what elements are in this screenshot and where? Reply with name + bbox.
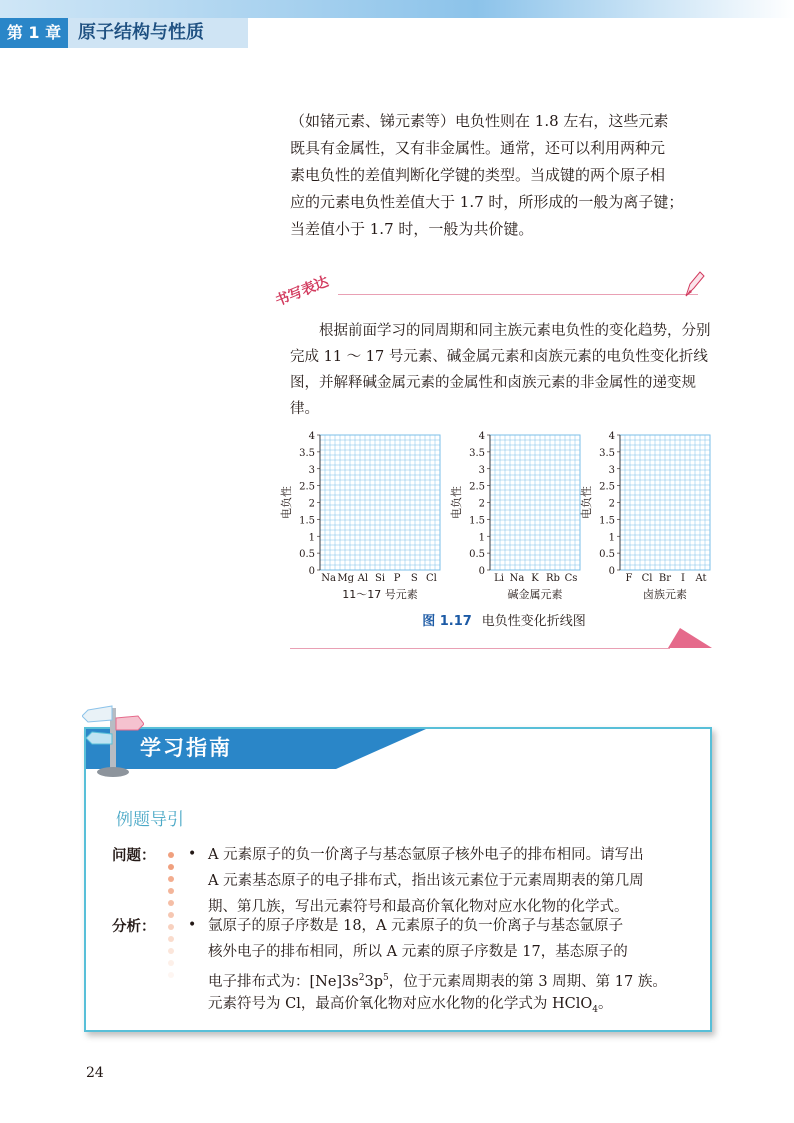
question-line-1: A 元素原子的负一价离子与基态氩原子核外电子的排布相同。请写出 bbox=[208, 847, 644, 863]
arrow-icon bbox=[668, 626, 712, 652]
header-bar bbox=[0, 0, 794, 18]
chart-y-tick-label: 0 bbox=[608, 566, 615, 577]
chart-x-tick-label: Cl bbox=[425, 573, 437, 584]
chart-y-tick-label: 1 bbox=[478, 532, 485, 544]
page-number: 24 bbox=[86, 1065, 104, 1081]
question-line-3: 期、第几族，写出元素符号和最高价氧化物对应水化物的化学式。 bbox=[208, 899, 629, 915]
analysis-line-2: 核外电子的排布相同，所以 A 元素的原子序数是 17，基态原子的 bbox=[208, 944, 628, 960]
analysis-bullet: • bbox=[188, 917, 197, 933]
chart-y-tick-label: 1 bbox=[608, 532, 615, 544]
intro-line-5: 当差值小于 1.7 时，一般为共价键。 bbox=[290, 220, 534, 238]
chart-x-tick-label: At bbox=[695, 573, 707, 584]
chart-x-tick-label: I bbox=[681, 573, 685, 584]
analysis-line-4: 元素符号为 Cl，最高价氧化物对应水化物的化学式为 HClO$_4$。 bbox=[208, 996, 613, 1015]
intro-line-1: （如锗元素、锑元素等）电负性则在 1.8 左右，这些元素 bbox=[290, 112, 669, 130]
intro-line-3: 素电负性的差值判断化学键的类型。当成键的两个原子相 bbox=[290, 166, 666, 184]
example-title: 例题导引 bbox=[116, 810, 184, 830]
electronegativity-charts bbox=[280, 425, 720, 605]
chart-y-tick-label: 2 bbox=[608, 498, 615, 510]
figure-caption-text: 电负性变化折线图 bbox=[481, 614, 586, 629]
chart-x-tick-label: Al bbox=[357, 573, 369, 584]
question-bullet: • bbox=[188, 846, 197, 862]
chart-y-tick-label: 2 bbox=[478, 498, 485, 510]
chart-y-tick-label: 0.5 bbox=[299, 549, 315, 561]
figure-number: 图 1.17 bbox=[422, 614, 472, 629]
question-line-2: A 元素基态原子的电子排布式，指出该元素位于元素周期表的第几周 bbox=[208, 873, 644, 889]
guide-title: 学习指南 bbox=[140, 736, 232, 760]
chart-y-tick-label: 1.5 bbox=[299, 515, 315, 527]
analysis-line-1: 氩原子的原子序数是 18，A 元素原子的负一价离子与基态氩原子 bbox=[208, 918, 624, 934]
chart-y-tick-label: 4 bbox=[478, 431, 485, 442]
chart-y-tick-label: 0 bbox=[308, 566, 315, 577]
chart-x-tick-label: Na bbox=[509, 573, 525, 584]
question-label: 问题： bbox=[112, 848, 156, 864]
chart-y-tick-label: 3 bbox=[308, 464, 315, 476]
chart-y-tick-label: 2 bbox=[308, 498, 315, 510]
chart-y-tick-label: 2.5 bbox=[469, 481, 485, 493]
chart-x-tick-label: K bbox=[531, 573, 539, 584]
chart-y-tick-label: 4 bbox=[308, 431, 315, 442]
chart-x-tick-label: Na bbox=[321, 573, 336, 584]
chart-y-tick-label: 1 bbox=[308, 532, 315, 544]
chart-x-axis-label: 11～17 号元素 bbox=[342, 588, 418, 601]
signpost-icon bbox=[82, 698, 144, 778]
figure-caption bbox=[290, 610, 718, 629]
chart-x-tick-label: Cs bbox=[564, 573, 578, 584]
chart-y-tick-label: 0.5 bbox=[469, 549, 485, 561]
chart-y-tick-label: 3.5 bbox=[469, 447, 485, 459]
chapter-number: 第 1 章 bbox=[0, 18, 68, 48]
analysis-label: 分析： bbox=[112, 919, 156, 935]
intro-line-2: 既具有金属性，又有非金属性。通常，还可以利用两种元 bbox=[290, 139, 666, 157]
dot-column bbox=[168, 852, 174, 984]
chart-x-tick-label: Si bbox=[374, 573, 386, 584]
writing-bottom-divider bbox=[290, 648, 670, 649]
chart-x-tick-label: Br bbox=[658, 573, 672, 584]
chart-x-tick-label: Cl bbox=[641, 573, 653, 584]
writing-divider bbox=[338, 294, 698, 295]
analysis-line-3: 电子排布式为：$[Ne]3s^23p^5$，位于元素周期表的第 3 周期、第 17 族。 bbox=[208, 973, 667, 990]
chart-y-axis-label: 电负性 bbox=[280, 486, 293, 519]
chart-x-tick-label: Rb bbox=[546, 573, 560, 584]
chapter-title: 原子结构与性质 bbox=[68, 18, 248, 48]
chart-y-tick-label: 2.5 bbox=[299, 481, 315, 493]
chart-x-tick-label: P bbox=[393, 573, 401, 584]
chart-y-tick-label: 0 bbox=[478, 566, 485, 577]
chart-y-tick-label: 2.5 bbox=[599, 481, 615, 493]
intro-line-4: 应的元素电负性差值大于 1.7 时，所形成的一般为离子键； bbox=[290, 193, 684, 211]
chart-y-tick-label: 1.5 bbox=[599, 515, 615, 527]
chart-x-axis-label: 碱金属元素 bbox=[507, 588, 563, 601]
chart-y-tick-label: 3.5 bbox=[599, 447, 615, 459]
chart-y-axis-label: 电负性 bbox=[450, 486, 463, 519]
chart-y-tick-label: 3.5 bbox=[299, 447, 315, 459]
chart-y-tick-label: 0.5 bbox=[599, 549, 615, 561]
chart-y-axis-label: 电负性 bbox=[580, 486, 593, 519]
chart-x-tick-label: Mg bbox=[337, 573, 355, 584]
chart-y-tick-label: 4 bbox=[608, 431, 615, 442]
chart-y-tick-label: 1.5 bbox=[469, 515, 485, 527]
writing-text: 根据前面学习的同周期和同主族元素电负性的变化趋势，分别完成 11 ～ 17 号元素、碱金属元素和卤族元素的电负性变化折线图，并解释碱金属元素的金属性和卤族元素的非金属性的递变规律。 bbox=[290, 323, 711, 417]
chart-x-tick-label: F bbox=[625, 573, 633, 584]
chart-x-tick-label: Li bbox=[494, 573, 504, 584]
writing-tag: 书写表达 bbox=[273, 273, 332, 310]
pencil-icon bbox=[682, 270, 706, 300]
chart-y-tick-label: 3 bbox=[608, 464, 615, 476]
chart-y-tick-label: 3 bbox=[478, 464, 485, 476]
chart-x-tick-label: S bbox=[410, 573, 418, 584]
chart-x-axis-label: 卤族元素 bbox=[643, 588, 687, 601]
